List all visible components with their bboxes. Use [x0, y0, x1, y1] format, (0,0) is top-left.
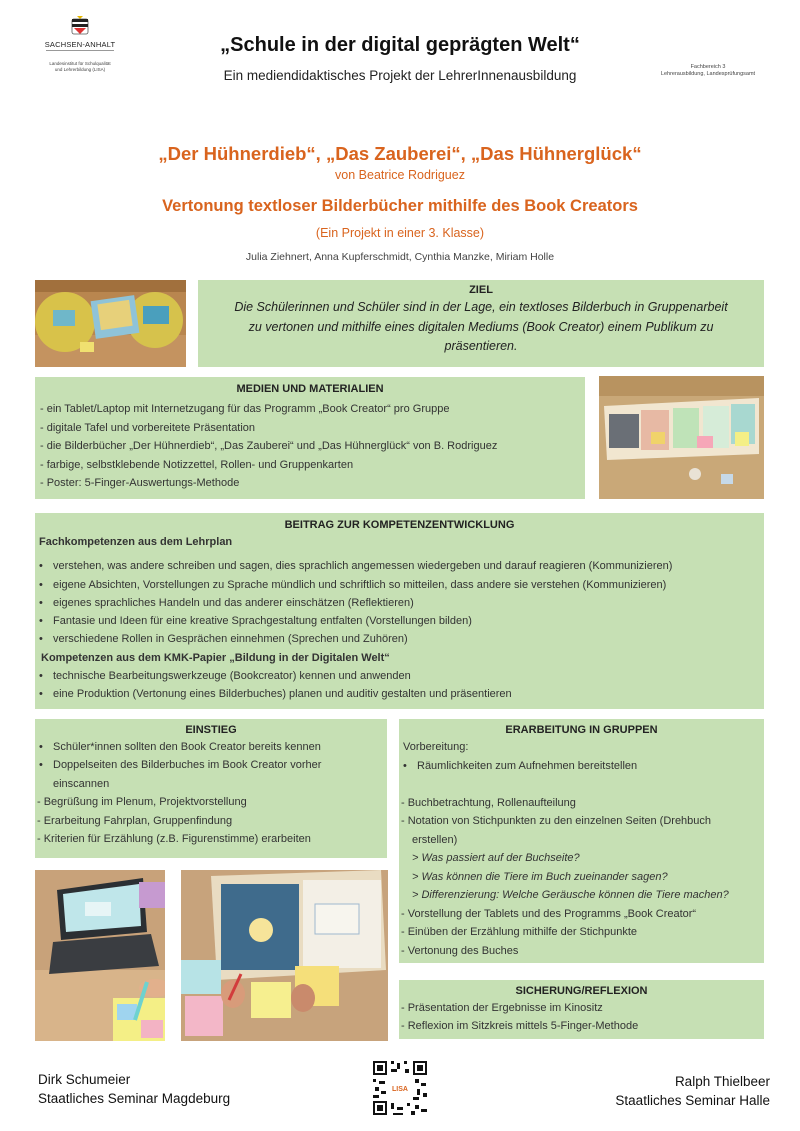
introduction-item-text: Doppelseiten des Bilderbuches im Book Creator vorher [53, 759, 322, 772]
introduction-step: - Kriterien für Erzählung (z.B. Figurenstimme) erarbeiten [37, 833, 311, 846]
footer-right-credit [615, 1072, 770, 1110]
introduction-box [35, 719, 387, 858]
footer-left-credit [38, 1070, 230, 1108]
introduction-item-continued: einscannen [53, 777, 110, 790]
group-work-step-continued: erstellen) [412, 833, 458, 846]
goal-line-3: präsentieren. [444, 339, 518, 353]
group-work-heading: ERARBEITUNG IN GRUPPEN [505, 724, 658, 736]
goal-box [198, 280, 764, 367]
reflection-heading: SICHERUNG/REFLEXION [515, 985, 648, 997]
books-author: von Beatrice Rodriguez [335, 168, 465, 182]
competence-item: • verstehen, was andere schreiben und sagen, dies sprachlich angemessen wiedergeben und darauf reagieren (Kommunizieren) [39, 560, 673, 573]
group-work-step: - Notation von Stichpunkten zu den einzelnen Seiten (Drehbuch [401, 815, 712, 827]
group-work-step: - Buchbetrachtung, Rollenaufteilung [401, 796, 576, 809]
qr-code[interactable] [371, 1059, 429, 1117]
photo-laptop-work [35, 870, 165, 1041]
reflection-box [399, 980, 764, 1039]
competence-item-text: Fantasie und Ideen für eine kreative Sprachgestaltung entfalten (Vorstellungen bilden) [53, 615, 472, 628]
reflection-step: - Reflexion im Sitzkreis mittels 5-Finger-Methode [401, 1020, 639, 1033]
media-item: - die Bilderbücher „Der Hühnerdieb“, „Das Zauberei“ und „Das Hühnerglück“ von B. Rodriguez [40, 440, 498, 452]
group-work-question: > Was können die Tiere im Buch zueinander sagen? [412, 870, 668, 883]
footer-left-org: Staatliches Seminar Magdeburg [38, 1091, 231, 1106]
department-line-1: Fachbereich 3 [690, 64, 726, 70]
poster-subtitle: Ein mediendidaktisches Projekt der LehrerInnenausbildung [223, 68, 577, 83]
competence-item: • Fantasie und Ideen für eine kreative Sprachgestaltung entfalten (Vorstellungen bilden) [39, 615, 472, 628]
books-title: „Der Hühnerdieb“, „Das Zauberei“, „Das Hühnerglück“ [158, 143, 642, 164]
team-authors: Julia Ziehnert, Anna Kupferschmidt, Cynthia Manzke, Miriam Holle [245, 251, 555, 263]
reflection-step: - Präsentation der Ergebnisse im Kinositz [401, 1002, 603, 1014]
competence-item: • eigene Absichten, Vorstellungen zu Sprache mündlich und schriftlich so mitteilen, dass andere sie verstehen (Kommunizieren) [39, 578, 667, 591]
competence-item: • eine Produktion (Vertonung eines Bilderbuches) planen und auditiv gestalten und präsentieren [39, 688, 512, 701]
media-item: - ein Tablet/Laptop mit Internetzugang für das Programm „Book Creator“ pro Gruppe [40, 403, 450, 415]
competence-item: • eigenes sprachliches Handeln und das anderer einschätzen (Reflektieren) [39, 596, 414, 609]
media-item: - Poster: 5-Finger-Auswertungs-Methode [40, 477, 240, 489]
class-info: (Ein Projekt in einer 3. Klasse) [315, 226, 485, 240]
department-line-2: Lehrerausbildung, Landesprüfungsamt [660, 71, 756, 77]
footer-right-name: Ralph Thielbeer [674, 1074, 770, 1089]
competence-item-text: eine Produktion (Vertonung eines Bilderbuches) planen und auditiv gestalten und präsentieren [53, 688, 512, 701]
competence-item-text: verstehen, was andere schreiben und sagen, dies sprachlich angemessen wiedergeben und darauf reagieren (Kommunizieren) [53, 560, 673, 573]
goal-line-1: Die Schülerinnen und Schüler sind in der Lage, ein textloses Bilderbuch in Gruppenarbeit [234, 300, 728, 314]
competence-item-text: eigenes sprachliches Handeln und das anderer einschätzen (Reflektieren) [53, 596, 414, 609]
logo-name: SACHSEN-ANHALT [44, 40, 116, 49]
department-label [648, 64, 768, 78]
competence-subheading-curriculum: Fachkompetenzen aus dem Lehrplan [39, 536, 233, 548]
introduction-step: - Erarbeitung Fahrplan, Gruppenfindung [37, 814, 233, 827]
media-item: - farbige, selbstklebende Notizzettel, Rollen- und Gruppenkarten [40, 458, 354, 471]
competence-item: • verschiedene Rollen in Gesprächen einnehmen (Sprechen und Zuhören) [39, 633, 408, 646]
goal-line-2: zu vertonen und mithilfe eines digitalen Mediums (Book Creator) einem Publikum zu [248, 319, 714, 334]
group-work-question: > Differenzierung: Welche Geräusche können die Tiere machen? [412, 889, 729, 901]
group-work-step: - Einüben der Erzählung mithilfe der Stichpunkte [401, 926, 638, 938]
project-title: Vertonung textloser Bilderbücher mithilfe des Book Creators [162, 197, 638, 215]
competence-item-text: eigene Absichten, Vorstellungen zu Sprache mündlich und schriftlich so mitteilen, dass andere sie verstehen (Kommunizieren) [53, 578, 667, 591]
introduction-item-text: Schüler*innen sollten den Book Creator bereits kennen [53, 741, 321, 753]
competence-box [35, 513, 764, 709]
introduction-item: • Schüler*innen sollten den Book Creator bereits kennen [39, 741, 321, 753]
introduction-heading: EINSTIEG [185, 724, 237, 736]
logo-subtitle-2: und Lehrerbildung (LISA) [54, 67, 106, 72]
photo-sticky-notes-book [181, 870, 388, 1041]
group-work-question: > Was passiert auf der Buchseite? [412, 852, 580, 864]
media-materials-box [35, 377, 585, 499]
competence-item-text: technische Bearbeitungswerkzeuge (Bookcreator) kennen und anwenden [53, 670, 411, 683]
poster-title: „Schule in der digital geprägten Welt“ [220, 34, 580, 56]
photo-books-on-table [35, 280, 186, 367]
group-work-step: - Vorstellung der Tablets und des Programms „Book Creator“ [401, 907, 697, 920]
group-work-item-text: Räumlichkeiten zum Aufnehmen bereitstellen [417, 759, 638, 772]
introduction-step: - Begrüßung im Plenum, Projektvorstellung [37, 796, 247, 809]
group-work-box [399, 719, 764, 963]
group-work-item: • Räumlichkeiten zum Aufnehmen bereitstellen [403, 759, 638, 772]
competence-item: • technische Bearbeitungswerkzeuge (Bookcreator) kennen und anwenden [39, 670, 411, 683]
competence-heading: BEITRAG ZUR KOMPETENZENTWICKLUNG [284, 519, 515, 531]
media-heading: MEDIEN UND MATERIALIEN [236, 383, 384, 395]
media-item: - digitale Tafel und vorbereitete Präsentation [40, 421, 256, 434]
logo-subtitle-1: Landesinstitut für Schulqualität [49, 61, 111, 66]
competence-subheading-kmk: Kompetenzen aus dem KMK-Papier „Bildung in der Digitalen Welt“ [41, 651, 390, 664]
qr-logo-text: LISA [392, 1086, 408, 1093]
group-work-step: - Vertonung des Buches [401, 944, 519, 957]
group-work-prep-label: Vorbereitung: [403, 741, 469, 753]
footer-right-org: Staatliches Seminar Halle [615, 1093, 770, 1108]
photo-book-spread [599, 376, 764, 499]
footer-left-name: Dirk Schumeier [38, 1072, 131, 1087]
introduction-item: • Doppelseiten des Bilderbuches im Book Creator vorher [39, 759, 322, 772]
goal-heading: ZIEL [469, 284, 493, 296]
competence-item-text: verschiedene Rollen in Gesprächen einnehmen (Sprechen und Zuhören) [53, 633, 408, 646]
